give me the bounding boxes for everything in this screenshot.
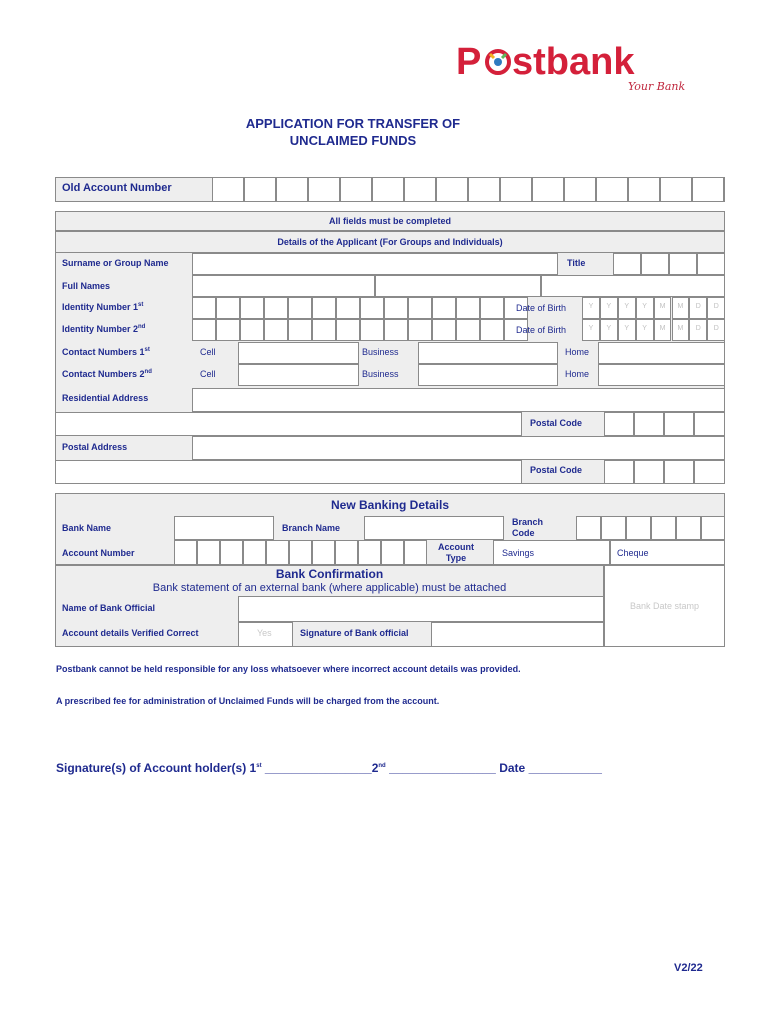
postal-code-label: Postal Code xyxy=(530,465,583,475)
dob-placeholder: Y xyxy=(588,325,594,332)
account-number-digit[interactable] xyxy=(404,540,427,565)
dob1-digit[interactable] xyxy=(600,297,618,319)
branch-code-3[interactable] xyxy=(626,516,651,540)
old-account-digit[interactable] xyxy=(468,177,500,202)
surname-label: Surname or Group Name xyxy=(62,258,169,268)
contact2-home-input[interactable] xyxy=(598,364,725,386)
dob-placeholder: Y xyxy=(588,303,594,310)
account-number-digit[interactable] xyxy=(197,540,220,565)
account-number-digit[interactable] xyxy=(266,540,289,565)
dob-placeholder: M xyxy=(677,303,684,310)
old-account-digit[interactable] xyxy=(692,177,724,202)
account-number-digit[interactable] xyxy=(243,540,266,565)
contact1-cell-input[interactable] xyxy=(238,342,359,364)
id1-digit[interactable] xyxy=(408,297,432,319)
id1-digit[interactable] xyxy=(360,297,384,319)
residential-label: Residential Address xyxy=(62,393,149,403)
id1-label: Identity Number 1st xyxy=(62,302,144,312)
dob1-label: Date of Birth xyxy=(516,303,567,313)
dob-placeholder: M xyxy=(659,325,666,332)
id2-digit[interactable] xyxy=(360,319,384,341)
account-number-digit[interactable] xyxy=(289,540,312,565)
title-input-1[interactable] xyxy=(613,253,641,275)
id2-digit[interactable] xyxy=(408,319,432,341)
dob-placeholder: M xyxy=(659,303,666,310)
postal-address-input-2[interactable] xyxy=(55,460,522,484)
branch-code-6[interactable] xyxy=(701,516,725,540)
old-account-digit[interactable] xyxy=(564,177,596,202)
id2-digit[interactable] xyxy=(336,319,360,341)
id2-digit[interactable] xyxy=(456,319,480,341)
account-number-digit[interactable] xyxy=(174,540,197,565)
surname-input[interactable] xyxy=(192,253,558,275)
id2-start-box[interactable] xyxy=(192,319,216,341)
dob2-label: Date of Birth xyxy=(516,325,567,335)
signature-official-label: Signature of Bank official xyxy=(300,628,409,638)
dob1-digit[interactable] xyxy=(582,297,600,319)
cheque-label: Cheque xyxy=(617,548,649,558)
id1-digit[interactable] xyxy=(432,297,456,319)
dob2-digit[interactable] xyxy=(654,319,672,341)
id1-start-box[interactable] xyxy=(192,297,216,319)
residential-postal-code-label: Postal Code xyxy=(530,418,583,428)
dob2-digit[interactable] xyxy=(582,319,600,341)
old-account-digit[interactable] xyxy=(532,177,564,202)
title-input-2[interactable] xyxy=(641,253,669,275)
title-label: Title xyxy=(567,258,586,268)
confirmation-title: Bank Confirmation xyxy=(275,567,384,581)
id2-digit[interactable] xyxy=(288,319,312,341)
version-label: V2/22 xyxy=(674,962,703,974)
residential-postal-code-3[interactable] xyxy=(664,412,694,436)
old-account-digit[interactable] xyxy=(372,177,404,202)
id1-digit[interactable] xyxy=(264,297,288,319)
contact1-home-input[interactable] xyxy=(598,342,725,364)
residential-input-1[interactable] xyxy=(192,388,725,412)
id2-digit[interactable] xyxy=(312,319,336,341)
id1-digit[interactable] xyxy=(216,297,240,319)
signature-2-blank[interactable]: ________________ xyxy=(389,761,496,775)
account-holder-signature-line: Signature(s) of Account holder(s) 1st ________________2nd ________________ Date ___________ xyxy=(56,761,602,775)
contact1-home-label: Home xyxy=(565,347,590,357)
old-account-digit[interactable] xyxy=(276,177,308,202)
postbank-logo xyxy=(452,40,692,92)
branch-code-1[interactable] xyxy=(576,516,601,540)
postal-address-label: Postal Address xyxy=(62,442,128,452)
account-type-label: Account Type xyxy=(438,542,474,563)
account-number-digit[interactable] xyxy=(381,540,404,565)
branch-name-input[interactable] xyxy=(364,516,504,540)
account-number-digit[interactable] xyxy=(335,540,358,565)
id1-digit[interactable] xyxy=(240,297,264,319)
dob2-digit[interactable] xyxy=(707,319,725,341)
old-account-digit[interactable] xyxy=(660,177,692,202)
verified-yes-label: Yes xyxy=(257,628,272,638)
dob1-digit[interactable] xyxy=(636,297,654,319)
date-blank[interactable]: ___________ xyxy=(528,761,602,775)
bank-name-label: Bank Name xyxy=(62,523,112,533)
id2-digit[interactable] xyxy=(216,319,240,341)
dob1-digit[interactable] xyxy=(689,297,707,319)
logo-tagline: Your Bank xyxy=(628,80,686,92)
page-title xyxy=(0,115,706,149)
postal-address-input-1[interactable] xyxy=(192,436,725,460)
svg-text:P: P xyxy=(456,41,482,83)
bank-stamp-label: Bank Date stamp xyxy=(629,601,700,611)
contact1-business-label: Business xyxy=(362,347,399,357)
disclaimer-liability: Postbank cannot be held responsible for any loss whatsoever where incorrect account details was provided. xyxy=(56,664,521,674)
branch-name-label: Branch Name xyxy=(282,523,341,533)
confirmation-subtitle: Bank statement of an external bank (where applicable) must be attached xyxy=(152,582,507,594)
account-number-label: Account Number xyxy=(62,548,135,558)
title-input-3[interactable] xyxy=(669,253,697,275)
contact2-cell-input[interactable] xyxy=(238,364,359,386)
contact1-business-input[interactable] xyxy=(418,342,558,364)
dob-placeholder: Y xyxy=(642,325,647,332)
banking-section-title: New Banking Details xyxy=(330,498,450,512)
residential-postal-code-4[interactable] xyxy=(694,412,725,436)
id1-digit[interactable] xyxy=(384,297,408,319)
dob1-digit[interactable] xyxy=(672,297,690,319)
full-names-label: Full Names xyxy=(62,281,111,291)
id2-digit[interactable] xyxy=(240,319,264,341)
old-account-digit[interactable] xyxy=(340,177,372,202)
residential-postal-code-2[interactable] xyxy=(634,412,664,436)
dob-placeholder: M xyxy=(677,325,684,332)
branch-code-label: Branch Code xyxy=(512,517,544,538)
applicant-notice: All fields must be completed xyxy=(328,216,452,226)
contact1-label: Contact Numbers 1st xyxy=(62,347,150,357)
old-account-digit[interactable] xyxy=(628,177,660,202)
id1-digit[interactable] xyxy=(336,297,360,319)
old-account-label: Old Account Number xyxy=(62,182,172,194)
title-line-1: APPLICATION FOR TRANSFER OF xyxy=(245,116,461,131)
contact2-cell-label: Cell xyxy=(200,369,216,379)
full-names-input-3[interactable] xyxy=(541,275,725,297)
postal-code-3[interactable] xyxy=(664,460,694,484)
old-account-digit[interactable] xyxy=(244,177,276,202)
id2-digit[interactable] xyxy=(480,319,504,341)
signature-official-input[interactable] xyxy=(431,622,604,647)
official-name-input[interactable] xyxy=(238,596,604,622)
applicant-section-title: Details of the Applicant (For Groups and Individuals) xyxy=(277,237,503,247)
account-number-digit[interactable] xyxy=(358,540,381,565)
dob-placeholder: Y xyxy=(606,303,612,310)
title-input-4[interactable] xyxy=(697,253,725,275)
dob2-digit[interactable] xyxy=(618,319,636,341)
id2-digit[interactable] xyxy=(384,319,408,341)
dob2-digit[interactable] xyxy=(600,319,618,341)
old-account-digit[interactable] xyxy=(308,177,340,202)
dob-placeholder: Y xyxy=(624,303,630,310)
verified-label: Account details Verified Correct xyxy=(62,628,199,638)
contact2-home-label: Home xyxy=(565,369,590,379)
bank-name-input[interactable] xyxy=(174,516,274,540)
old-account-digit[interactable] xyxy=(404,177,436,202)
old-account-digit[interactable] xyxy=(596,177,628,202)
old-account-digit[interactable] xyxy=(500,177,532,202)
id2-digit[interactable] xyxy=(264,319,288,341)
postal-code-1[interactable] xyxy=(604,460,634,484)
residential-postal-code-1[interactable] xyxy=(604,412,634,436)
dob-placeholder: D xyxy=(713,325,719,332)
branch-code-2[interactable] xyxy=(601,516,626,540)
dob2-digit[interactable] xyxy=(636,319,654,341)
dob-placeholder: D xyxy=(695,303,701,310)
signature-1-blank[interactable]: ________________ xyxy=(264,761,372,775)
branch-code-5[interactable] xyxy=(676,516,701,540)
branch-code-4[interactable] xyxy=(651,516,676,540)
contact2-label: Contact Numbers 2nd xyxy=(62,369,152,379)
residential-input-2[interactable] xyxy=(55,412,522,436)
title-line-2: UNCLAIMED FUNDS xyxy=(289,133,417,148)
dob-placeholder: D xyxy=(695,325,701,332)
full-names-input-1[interactable] xyxy=(192,275,375,297)
account-number-digit[interactable] xyxy=(312,540,335,565)
old-account-digit[interactable] xyxy=(212,177,244,202)
disclaimer-fee: A prescribed fee for administration of Unclaimed Funds will be charged from the account. xyxy=(56,696,440,706)
dob-placeholder: Y xyxy=(624,325,630,332)
official-name-label: Name of Bank Official xyxy=(62,603,156,613)
id1-digit[interactable] xyxy=(456,297,480,319)
dob-placeholder: D xyxy=(713,303,719,310)
dob2-digit[interactable] xyxy=(672,319,690,341)
dob1-digit[interactable] xyxy=(654,297,672,319)
old-account-digit[interactable] xyxy=(436,177,468,202)
id1-digit[interactable] xyxy=(480,297,504,319)
id2-label: Identity Number 2nd xyxy=(62,324,146,334)
postal-code-4[interactable] xyxy=(694,460,725,484)
id1-digit[interactable] xyxy=(288,297,312,319)
contact1-cell-label: Cell xyxy=(200,347,216,357)
dob2-digit[interactable] xyxy=(689,319,707,341)
svg-text:stbank: stbank xyxy=(512,41,635,83)
dob1-digit[interactable] xyxy=(618,297,636,319)
contact2-business-input[interactable] xyxy=(418,364,558,386)
id2-digit[interactable] xyxy=(432,319,456,341)
id1-digit[interactable] xyxy=(312,297,336,319)
dob1-digit[interactable] xyxy=(707,297,725,319)
savings-label: Savings xyxy=(502,548,535,558)
dob-placeholder: Y xyxy=(606,325,612,332)
dob-placeholder: Y xyxy=(642,303,647,310)
account-number-digit[interactable] xyxy=(220,540,243,565)
contact2-business-label: Business xyxy=(362,369,399,379)
postal-code-2[interactable] xyxy=(634,460,664,484)
full-names-input-2[interactable] xyxy=(375,275,541,297)
